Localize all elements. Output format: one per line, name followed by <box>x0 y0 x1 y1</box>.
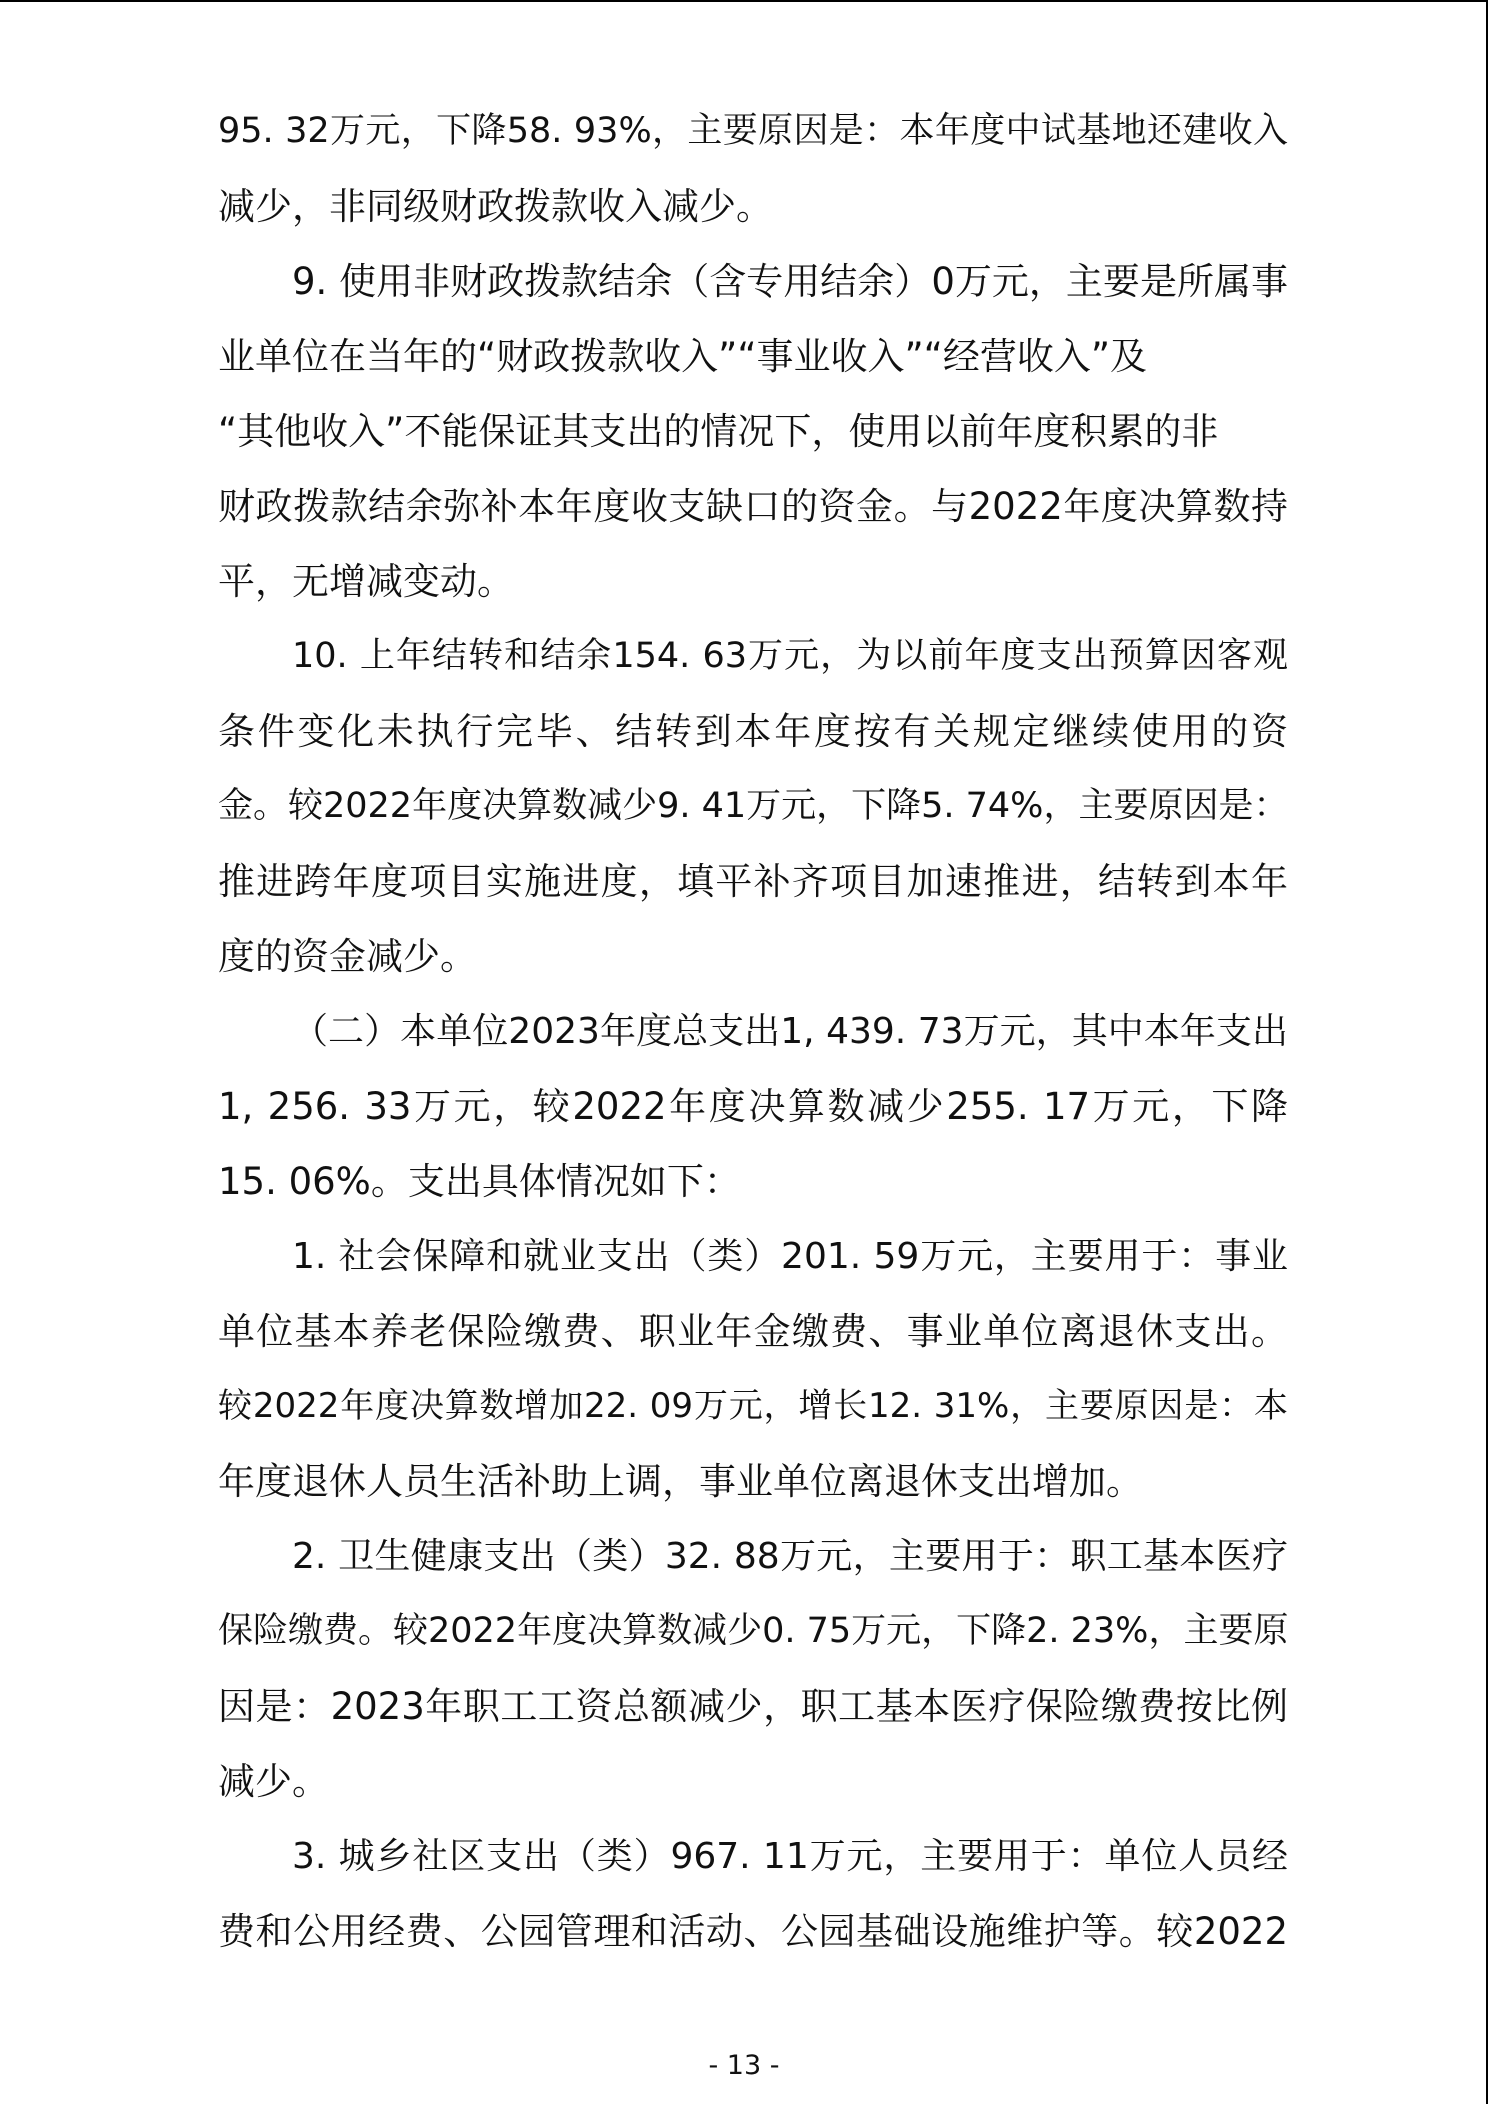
text-line: 费和公用经费、公园管理和活动、公园基础设施维护等。较2022 <box>218 1910 1288 1953</box>
text-line: 15. 06%。支出具体情况如下： <box>218 1160 741 1203</box>
document-page <box>0 2 1488 2106</box>
text-line: 9. 使用非财政拨款结余（含专用结余）0万元，主要是所属事 <box>292 260 1288 303</box>
text-line: 95. 32万元，下降58. 93%，主要原因是：本年度中试基地还建收入 <box>218 111 1288 151</box>
text-line: 2. 卫生健康支出（类）32. 88万元，主要用于：职工基本医疗 <box>292 1536 1288 1577</box>
text-line: 金。较2022年度决算数减少9. 41万元，下降5. 74%，主要原因是： <box>218 786 1289 826</box>
body-text <box>218 94 1288 1969</box>
text-line: 保险缴费。较2022年度决算数减少0. 75万元，下降2. 23%，主要原 <box>218 1611 1289 1651</box>
text-line: 1. 社会保障和就业支出（类）201. 59万元，主要用于：事业 <box>292 1236 1288 1277</box>
text-line: 财政拨款结余弥补本年度收支缺口的资金。与2022年度决算数持 <box>218 485 1288 528</box>
text-line: 减少，非同级财政拨款收入减少。 <box>218 185 773 228</box>
text-line: 较2022年度决算数增加22. 09万元，增长12. 31%，主要原因是：本 <box>218 1386 1288 1426</box>
text-line: 度的资金减少。 <box>218 935 477 978</box>
text-line: 业单位在当年的“财政拨款收入”“事业收入”“经营收入”及 <box>218 335 1148 378</box>
text-line: 平，无增减变动。 <box>218 560 514 603</box>
page-number: - 13 - <box>708 2050 780 2081</box>
text-line: 推进跨年度项目实施进度，填平补齐项目加速推进，结转到本年 <box>218 860 1288 903</box>
text-line: 年度退休人员生活补助上调，事业单位离退休支出增加。 <box>218 1460 1143 1503</box>
text-line: 减少。 <box>218 1760 329 1803</box>
text-line: “其他收入”不能保证其支出的情况下，使用以前年度积累的非 <box>218 410 1219 453</box>
text-line: 单位基本养老保险缴费、职业年金缴费、事业单位离退休支出。 <box>218 1310 1288 1353</box>
text-line: 条件变化未执行完毕、结转到本年度按有关规定继续使用的资 <box>218 710 1288 753</box>
text-line: 1, 256. 33万元，较2022年度决算数减少255. 17万元，下降 <box>218 1085 1288 1128</box>
text-line: （二）本单位2023年度总支出1, 439. 73万元，其中本年支出 <box>292 1011 1288 1052</box>
text-line: 10. 上年结转和结余154. 63万元，为以前年度支出预算因客观 <box>292 636 1288 676</box>
text-line: 因是：2023年职工工资总额减少，职工基本医疗保险缴费按比例 <box>218 1685 1288 1728</box>
text-line: 3. 城乡社区支出（类）967. 11万元，主要用于：单位人员经 <box>292 1836 1288 1877</box>
